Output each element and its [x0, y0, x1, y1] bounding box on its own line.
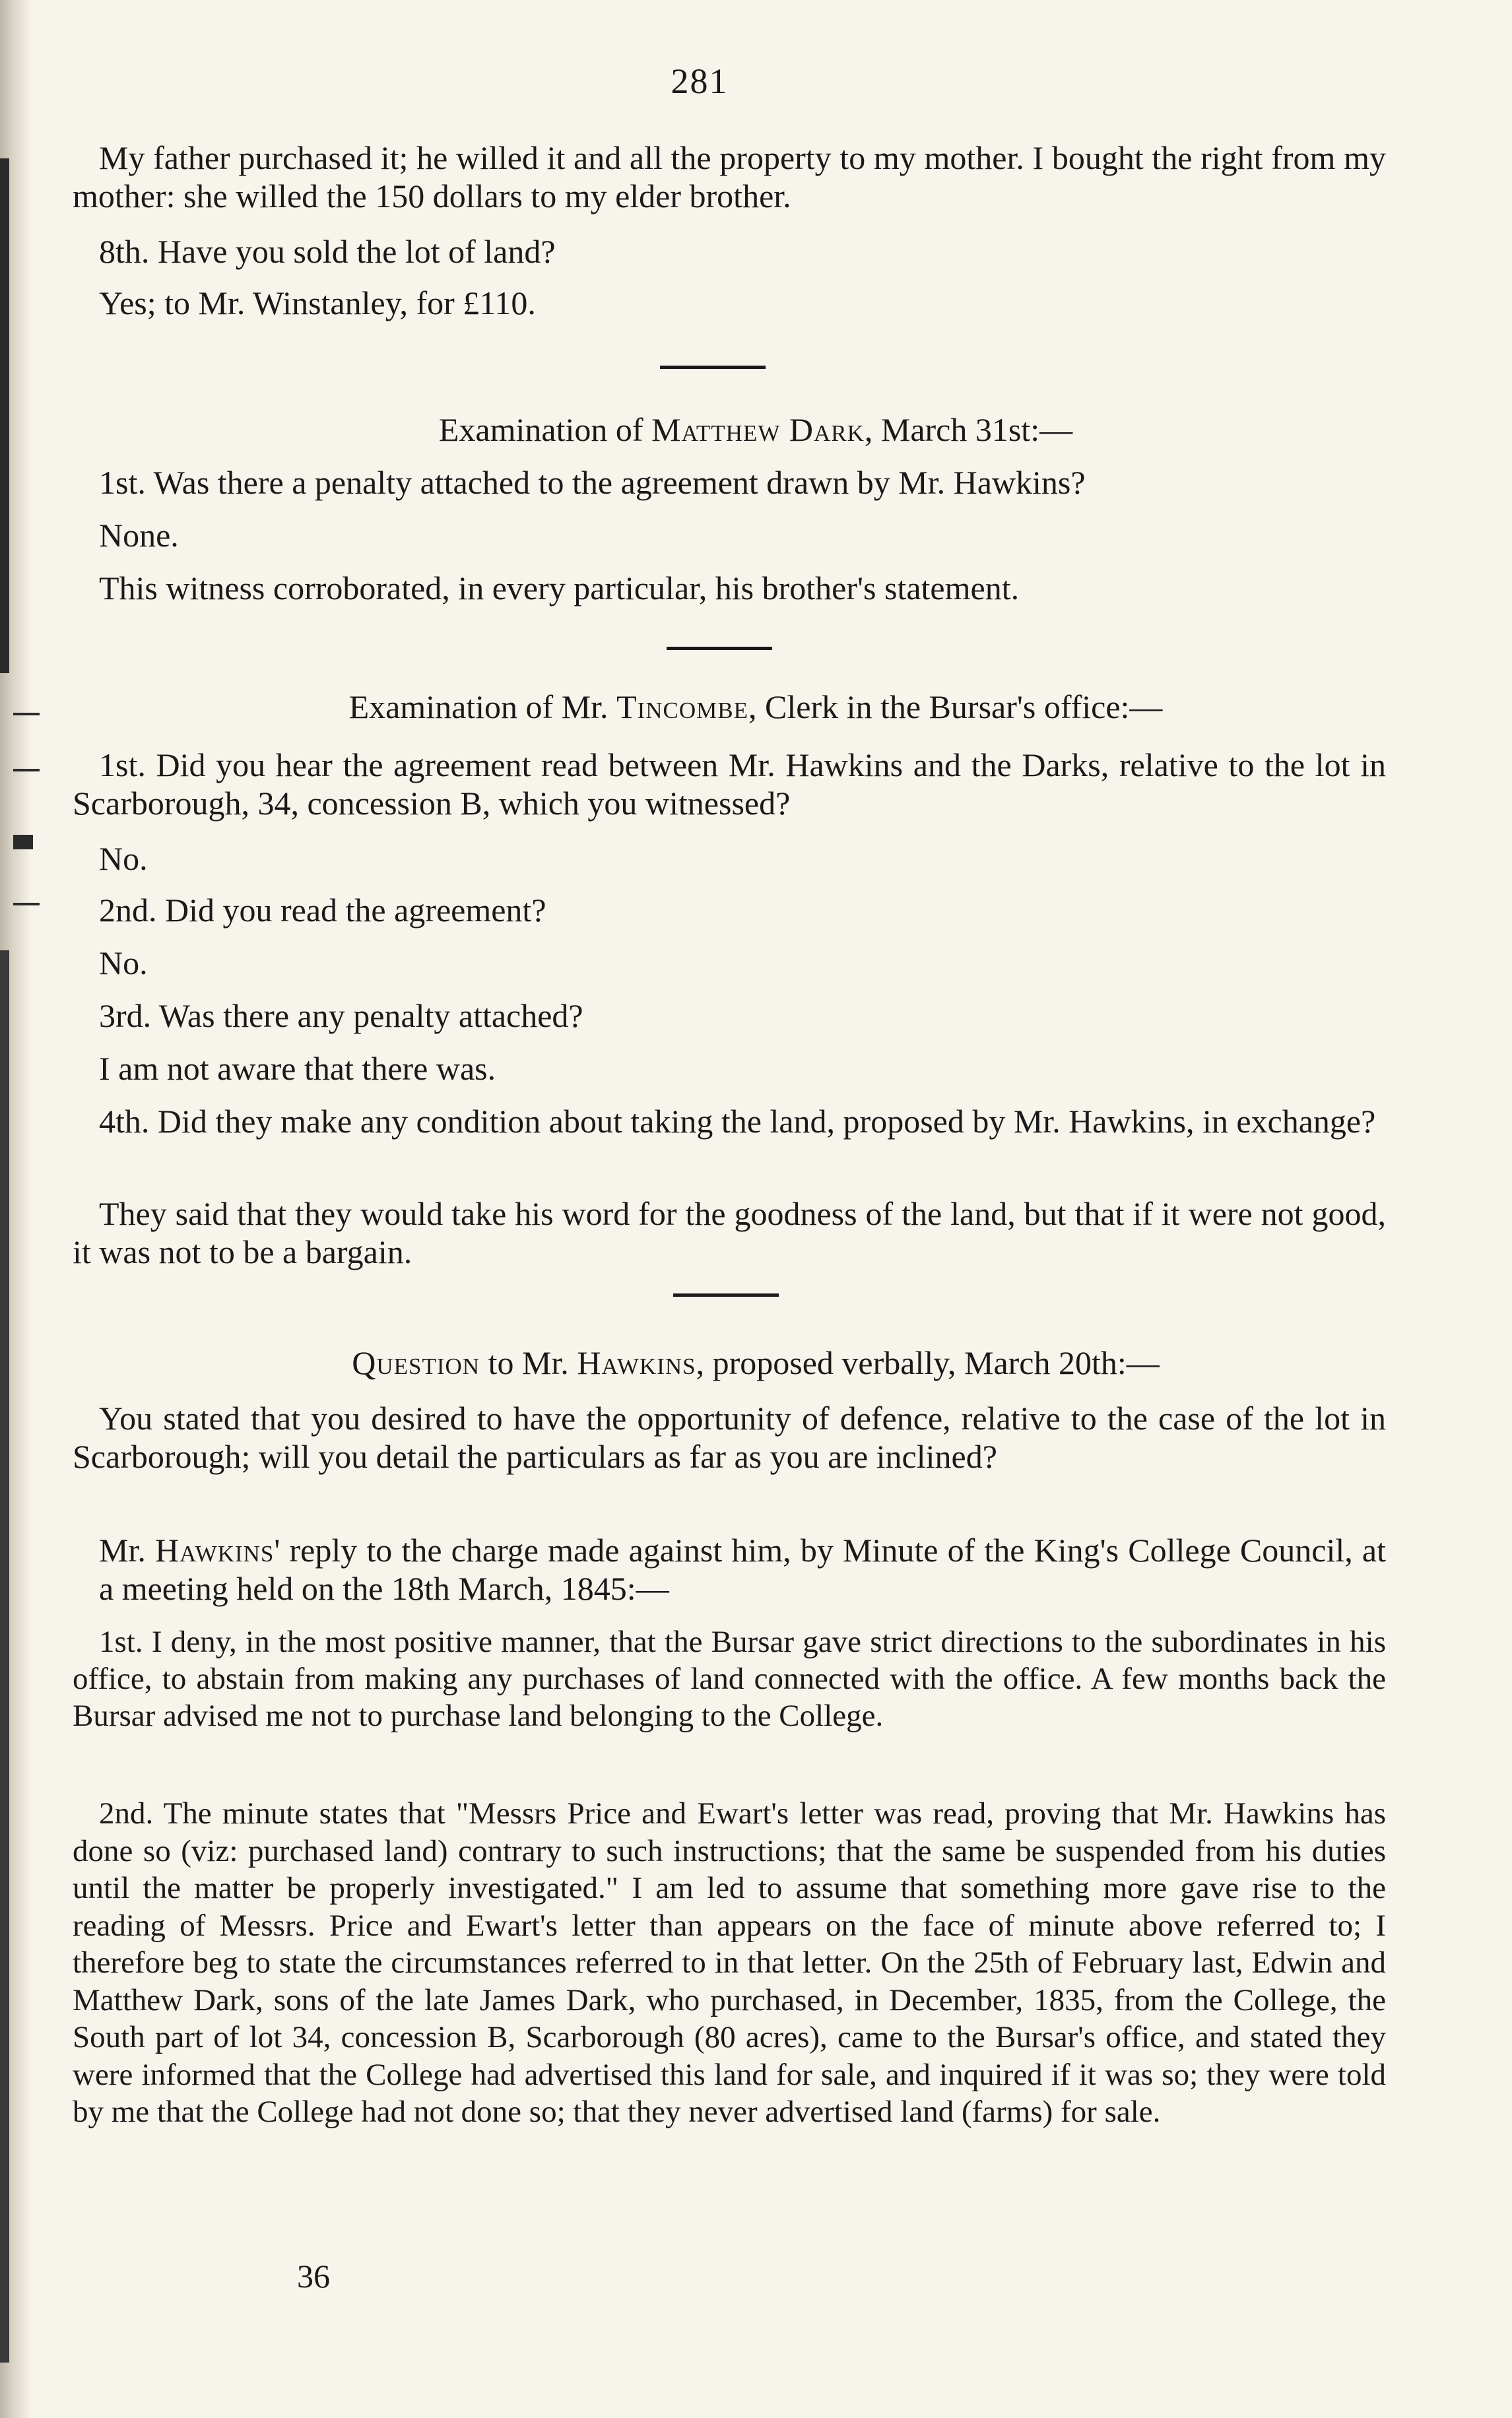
tincombe-answer-1: No.: [99, 840, 148, 877]
answer-8: Yes; to Mr. Winstanley, for £110.: [99, 284, 536, 321]
hawkins-reply-paragraph-1: 1st. I deny, in the most positive manner, that the Bursar gave strict directions to the subordinates in his office, to abstain from making any purchases of land connected with the office. A few months back the Bursar advised me not to purchase land belonging to the College.: [73, 1625, 1386, 1733]
witness-name: Hawkins: [155, 1532, 275, 1569]
gutter-mark: [13, 903, 40, 905]
tincombe-answer-2: No.: [99, 944, 148, 981]
gutter-mark: [0, 158, 9, 673]
hawkins-question-heading: [73, 1344, 1412, 1382]
heading-text: Examination of: [438, 411, 652, 448]
hawkins-reply-heading: [73, 1531, 1386, 1608]
tincombe-exam-heading: [73, 688, 1412, 726]
gutter-mark: [13, 769, 40, 771]
heading-text: , proposed verbally, March 20th:—: [696, 1344, 1160, 1381]
tincombe-question-2: 2nd. Did you read the agreement?: [99, 892, 546, 929]
heading-text: to Mr.: [480, 1344, 577, 1381]
heading-text: , Clerk in the Bursar's office:—: [748, 688, 1163, 725]
gutter-mark: [13, 835, 33, 849]
tincombe-answer-4: They said that they would take his word for the goodness of the land, but that if it were not good, it was not to be a bargain.: [73, 1195, 1386, 1270]
heading-text: Examination of Mr.: [348, 688, 617, 725]
tincombe-question-3: 3rd. Was there any penalty attached?: [99, 997, 583, 1034]
dark-answer-1: None.: [99, 517, 179, 554]
dark-exam-heading: [73, 410, 1412, 449]
heading-word: Question: [352, 1344, 480, 1381]
heading-text: ' reply to the charge made against him, by Minute of the King's College Council, at a meeting held on the 18th March, 1845:—: [99, 1532, 1386, 1607]
witness-name: Tincombe: [616, 688, 749, 725]
heading-text: Mr.: [99, 1532, 156, 1569]
section-divider: [673, 1293, 779, 1297]
section-divider: [660, 366, 766, 369]
hawkins-question-text: You stated that you desired to have the opportunity of defence, relative to the case of the lot in Scarborough; will you detail the particulars as far as you are inclined?: [73, 1400, 1386, 1475]
gutter-mark: [13, 713, 40, 715]
top-paragraph: My father purchased it; he willed it and all the property to my mother. I bought the right from my mother: she willed the 150 dollars to my elder brother.: [73, 139, 1386, 214]
tincombe-answer-3: I am not aware that there was.: [99, 1050, 496, 1087]
page-number: 281: [671, 61, 729, 101]
witness-name: Hawkins: [577, 1344, 696, 1381]
question-8: 8th. Have you sold the lot of land?: [99, 233, 556, 270]
dark-note: This witness corroborated, in every particular, his brother's statement.: [99, 570, 1020, 606]
signature-mark: 36: [297, 2258, 330, 2295]
tincombe-question-1: 1st. Did you hear the agreement read between Mr. Hawkins and the Darks, relative to the lot in Scarborough, 34, concession B, which you witnessed?: [73, 746, 1386, 822]
hawkins-reply-paragraph-2: 2nd. The minute states that "Messrs Price and Ewart's letter was read, proving that Mr. Hawkins has done so (viz: purchased land) contrary to such instructions; that the same be suspended from his duties until the matter be properly investigated." I am led to assume that something more gave rise to the reading of Messrs. Price and Ewart's letter than appears on the face of minute above referred to; I therefore beg to state the circumstances referred to in that letter. On the 25th of February last, Edwin and Matthew Dark, sons of the late James Dark, who purchased, in December, 1835, from the College, the South part of lot 34, concession B, Scarborough (80 acres), came to the Bursar's office, and stated they were informed that the College had advertised this land for sale, and inquired if it was so; they were told by me that the College had not done so; that they never advertised land (farms) for sale.: [73, 1796, 1386, 2129]
tincombe-question-4: 4th. Did they make any condition about taking the land, proposed by Mr. Hawkins, in exchange?: [99, 1103, 1376, 1140]
gutter-mark: [0, 950, 9, 2363]
dark-question-1: 1st. Was there a penalty attached to the agreement drawn by Mr. Hawkins?: [99, 464, 1086, 501]
witness-name: Matthew Dark: [651, 411, 865, 448]
section-divider: [667, 647, 772, 650]
heading-text: , March 31st:—: [864, 411, 1073, 448]
